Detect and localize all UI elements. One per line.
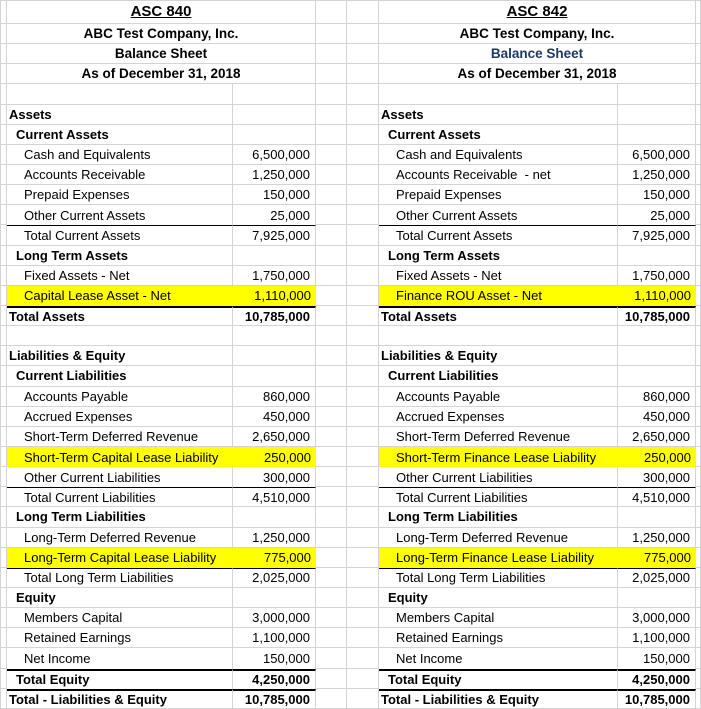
spacer-cell bbox=[347, 165, 379, 185]
right-label-cell[interactable]: Finance ROU Asset - Net bbox=[379, 286, 618, 306]
right-label-cell[interactable]: Short-Term Deferred Revenue bbox=[379, 427, 618, 447]
left-label-cell[interactable]: Other Current Assets bbox=[7, 205, 233, 225]
spacer-cell bbox=[696, 185, 701, 205]
left-value-cell[interactable]: 250,000 bbox=[233, 447, 316, 467]
spacer-cell bbox=[696, 628, 701, 648]
right-label-cell[interactable]: Total Current Assets bbox=[379, 225, 618, 245]
spacer-cell bbox=[347, 145, 379, 165]
spacer-cell bbox=[316, 24, 347, 44]
left-value-cell[interactable]: 775,000 bbox=[233, 548, 316, 568]
left-value-cell[interactable] bbox=[233, 105, 316, 125]
spacer-cell bbox=[316, 628, 347, 648]
spacer-cell bbox=[347, 225, 379, 245]
spacer-cell bbox=[0, 105, 7, 125]
left-value-cell[interactable] bbox=[233, 366, 316, 386]
left-value-cell[interactable]: 860,000 bbox=[233, 387, 316, 407]
spacer-cell bbox=[696, 608, 701, 628]
left-label-cell[interactable]: Other Current Liabilities bbox=[7, 467, 233, 487]
right-value-cell[interactable]: 3,000,000 bbox=[618, 608, 696, 628]
spacer-cell bbox=[696, 266, 701, 286]
left-label-cell[interactable]: Total Current Liabilities bbox=[7, 487, 233, 507]
spacer-cell bbox=[347, 568, 379, 588]
right-label-cell[interactable]: Accounts Payable bbox=[379, 387, 618, 407]
spacer-cell bbox=[316, 0, 347, 24]
spacer-cell bbox=[316, 165, 347, 185]
spacer-cell bbox=[316, 246, 347, 266]
spacer-cell bbox=[316, 427, 347, 447]
spacer-cell bbox=[347, 507, 379, 527]
left-label-cell[interactable]: Net Income bbox=[7, 648, 233, 668]
spacer-cell bbox=[0, 346, 7, 366]
right-label-cell[interactable]: Cash and Equivalents bbox=[379, 145, 618, 165]
right-label-cell[interactable]: Net Income bbox=[379, 648, 618, 668]
spacer-cell bbox=[347, 205, 379, 225]
spacer-cell bbox=[316, 608, 347, 628]
right-label-cell[interactable]: Current Liabilities bbox=[379, 366, 618, 386]
left-sheet-title[interactable]: ASC 840 bbox=[7, 0, 316, 24]
spacer-cell bbox=[316, 467, 347, 487]
left-label-cell[interactable]: Long-Term Deferred Revenue bbox=[7, 528, 233, 548]
left-label-cell[interactable]: Liabilities & Equity bbox=[7, 346, 233, 366]
spacer-cell bbox=[316, 44, 347, 64]
right-value-cell[interactable] bbox=[618, 346, 696, 366]
right-value-cell[interactable]: 25,000 bbox=[618, 205, 696, 225]
left-label-cell[interactable]: Long Term Liabilities bbox=[7, 507, 233, 527]
left-label-cell[interactable]: Assets bbox=[7, 105, 233, 125]
spacer-cell bbox=[316, 225, 347, 245]
left-value-cell[interactable] bbox=[233, 125, 316, 145]
right-value-cell[interactable] bbox=[618, 588, 696, 608]
spacer-cell bbox=[347, 528, 379, 548]
spacer-cell bbox=[0, 669, 7, 689]
spacer-cell bbox=[696, 105, 701, 125]
left-value-cell[interactable]: 7,925,000 bbox=[233, 225, 316, 245]
right-label-cell[interactable]: Total Long Term Liabilities bbox=[379, 568, 618, 588]
right-label-cell[interactable]: Current Assets bbox=[379, 125, 618, 145]
left-label-cell[interactable]: Total Assets bbox=[7, 306, 233, 326]
left-value-cell[interactable]: 150,000 bbox=[233, 185, 316, 205]
spacer-cell bbox=[347, 346, 379, 366]
left-value-cell[interactable]: 2,025,000 bbox=[233, 568, 316, 588]
left-value-cell[interactable] bbox=[233, 346, 316, 366]
left-value-cell[interactable]: 1,250,000 bbox=[233, 528, 316, 548]
right-value-cell[interactable]: 10,785,000 bbox=[618, 689, 696, 709]
spacer-cell bbox=[316, 145, 347, 165]
left-value-cell[interactable]: 1,250,000 bbox=[233, 165, 316, 185]
right-value-cell[interactable] bbox=[618, 366, 696, 386]
spacer-cell bbox=[347, 407, 379, 427]
spacer-cell bbox=[316, 366, 347, 386]
right-label-cell[interactable]: Equity bbox=[379, 588, 618, 608]
left-sheet-date[interactable]: As of December 31, 2018 bbox=[7, 64, 316, 84]
spacer-cell bbox=[696, 145, 701, 165]
spacer-cell bbox=[0, 44, 7, 64]
spacer-cell bbox=[696, 225, 701, 245]
right-value-cell[interactable] bbox=[618, 507, 696, 527]
left-value-cell[interactable] bbox=[233, 246, 316, 266]
right-value-cell[interactable]: 4,510,000 bbox=[618, 487, 696, 507]
spacer-cell bbox=[696, 346, 701, 366]
spacer-cell bbox=[347, 467, 379, 487]
spacer-cell bbox=[316, 266, 347, 286]
right-value-cell[interactable]: 300,000 bbox=[618, 467, 696, 487]
spacer-cell bbox=[316, 105, 347, 125]
spacer-cell bbox=[316, 648, 347, 668]
spacer-cell bbox=[0, 387, 7, 407]
left-label-cell[interactable]: Fixed Assets - Net bbox=[7, 266, 233, 286]
left-value-cell[interactable]: 300,000 bbox=[233, 467, 316, 487]
spacer-cell bbox=[0, 205, 7, 225]
right-label-cell[interactable]: Assets bbox=[379, 105, 618, 125]
spacer-cell bbox=[0, 608, 7, 628]
left-value-cell[interactable]: 4,510,000 bbox=[233, 487, 316, 507]
spacer-cell bbox=[696, 64, 701, 84]
left-label-cell[interactable] bbox=[7, 84, 233, 104]
spacer-cell bbox=[347, 64, 379, 84]
left-label-cell[interactable]: Accounts Payable bbox=[7, 387, 233, 407]
left-value-cell[interactable]: 6,500,000 bbox=[233, 145, 316, 165]
right-label-cell[interactable]: Members Capital bbox=[379, 608, 618, 628]
spacer-cell bbox=[696, 669, 701, 689]
right-label-cell[interactable]: Other Current Liabilities bbox=[379, 467, 618, 487]
spacer-cell bbox=[696, 286, 701, 306]
right-label-cell[interactable]: Liabilities & Equity bbox=[379, 346, 618, 366]
left-label-cell[interactable]: Current Assets bbox=[7, 125, 233, 145]
spacer-cell bbox=[347, 306, 379, 326]
right-sheet-company[interactable]: ABC Test Company, Inc. bbox=[379, 24, 696, 44]
right-label-cell[interactable]: Accounts Receivable - net bbox=[379, 165, 618, 185]
left-label-cell[interactable]: Total - Liabilities & Equity bbox=[7, 689, 233, 709]
spacer-cell bbox=[0, 125, 7, 145]
right-label-cell[interactable]: Long-Term Finance Lease Liability bbox=[379, 548, 618, 568]
spacer-cell bbox=[316, 447, 347, 467]
spacer-cell bbox=[347, 246, 379, 266]
left-value-cell[interactable]: 4,250,000 bbox=[233, 669, 316, 689]
left-label-cell[interactable]: Retained Earnings bbox=[7, 628, 233, 648]
left-value-cell[interactable]: 1,100,000 bbox=[233, 628, 316, 648]
left-label-cell[interactable]: Accounts Receivable bbox=[7, 165, 233, 185]
spacer-cell bbox=[316, 407, 347, 427]
right-label-cell[interactable]: Prepaid Expenses bbox=[379, 185, 618, 205]
right-label-cell[interactable]: Total - Liabilities & Equity bbox=[379, 689, 618, 709]
spacer-cell bbox=[316, 507, 347, 527]
right-sheet-statement[interactable]: Balance Sheet bbox=[379, 44, 696, 64]
left-value-cell[interactable]: 1,110,000 bbox=[233, 286, 316, 306]
left-value-cell[interactable] bbox=[233, 588, 316, 608]
spacer-cell bbox=[316, 528, 347, 548]
spacer-cell bbox=[0, 266, 7, 286]
spacer-cell bbox=[347, 487, 379, 507]
right-value-cell[interactable]: 10,785,000 bbox=[618, 306, 696, 326]
spacer-cell bbox=[347, 266, 379, 286]
spacer-cell bbox=[347, 286, 379, 306]
left-label-cell[interactable]: Total Long Term Liabilities bbox=[7, 568, 233, 588]
spacer-cell bbox=[347, 105, 379, 125]
spacer-cell bbox=[316, 568, 347, 588]
spacer-cell bbox=[347, 648, 379, 668]
spacer-cell bbox=[347, 588, 379, 608]
spacer-cell bbox=[696, 326, 701, 346]
right-label-cell[interactable]: Long Term Liabilities bbox=[379, 507, 618, 527]
spacer-cell bbox=[696, 568, 701, 588]
right-sheet-title[interactable]: ASC 842 bbox=[379, 0, 696, 24]
spacer-cell bbox=[696, 507, 701, 527]
spacer-cell bbox=[0, 246, 7, 266]
left-label-cell[interactable]: Short-Term Capital Lease Liability bbox=[7, 447, 233, 467]
left-sheet-statement[interactable]: Balance Sheet bbox=[7, 44, 316, 64]
spacer-cell bbox=[316, 205, 347, 225]
spacer-cell bbox=[0, 568, 7, 588]
left-label-cell[interactable]: Current Liabilities bbox=[7, 366, 233, 386]
spacer-cell bbox=[696, 487, 701, 507]
right-value-cell[interactable]: 2,025,000 bbox=[618, 568, 696, 588]
left-label-cell[interactable]: Equity bbox=[7, 588, 233, 608]
spacer-cell bbox=[316, 84, 347, 104]
right-label-cell[interactable] bbox=[379, 84, 618, 104]
spacer-cell bbox=[696, 588, 701, 608]
spacer-cell bbox=[0, 225, 7, 245]
spacer-cell bbox=[316, 669, 347, 689]
spacer-cell bbox=[347, 628, 379, 648]
right-label-cell[interactable]: Long-Term Deferred Revenue bbox=[379, 528, 618, 548]
spacer-cell bbox=[696, 528, 701, 548]
left-value-cell[interactable] bbox=[233, 84, 316, 104]
spacer-cell bbox=[316, 689, 347, 709]
spacer-cell bbox=[316, 346, 347, 366]
spacer-cell bbox=[696, 306, 701, 326]
spacer-cell bbox=[696, 246, 701, 266]
right-value-cell[interactable]: 1,110,000 bbox=[618, 286, 696, 306]
spacer-cell bbox=[0, 286, 7, 306]
right-value-cell[interactable]: 4,250,000 bbox=[618, 669, 696, 689]
spacer-cell bbox=[696, 366, 701, 386]
right-label-cell[interactable]: Fixed Assets - Net bbox=[379, 266, 618, 286]
spacer-cell bbox=[0, 185, 7, 205]
spacer-cell bbox=[696, 648, 701, 668]
spacer-cell bbox=[696, 387, 701, 407]
left-value-cell[interactable]: 10,785,000 bbox=[233, 689, 316, 709]
right-sheet-date[interactable]: As of December 31, 2018 bbox=[379, 64, 696, 84]
spacer-cell bbox=[0, 548, 7, 568]
spacer-cell bbox=[696, 689, 701, 709]
right-value-cell[interactable]: 1,250,000 bbox=[618, 165, 696, 185]
right-value-cell[interactable]: 150,000 bbox=[618, 185, 696, 205]
right-value-cell[interactable] bbox=[618, 246, 696, 266]
right-value-cell[interactable]: 450,000 bbox=[618, 407, 696, 427]
right-value-cell[interactable]: 250,000 bbox=[618, 447, 696, 467]
right-label-cell[interactable]: Short-Term Finance Lease Liability bbox=[379, 447, 618, 467]
right-value-cell[interactable]: 1,250,000 bbox=[618, 528, 696, 548]
spacer-cell bbox=[696, 427, 701, 447]
right-value-cell[interactable]: 1,100,000 bbox=[618, 628, 696, 648]
spacer-cell bbox=[696, 84, 701, 104]
spacer-cell bbox=[696, 0, 701, 24]
spacer-cell bbox=[0, 145, 7, 165]
spacer-cell bbox=[0, 427, 7, 447]
spacer-cell bbox=[347, 326, 379, 346]
spacer-cell bbox=[347, 24, 379, 44]
spacer-cell bbox=[696, 24, 701, 44]
spacer-cell bbox=[0, 24, 7, 44]
left-label-cell[interactable]: Capital Lease Asset - Net bbox=[7, 286, 233, 306]
left-label-cell[interactable] bbox=[7, 326, 233, 346]
spacer-cell bbox=[0, 84, 7, 104]
spacer-cell bbox=[696, 44, 701, 64]
left-value-cell[interactable]: 2,650,000 bbox=[233, 427, 316, 447]
left-label-cell[interactable]: Total Current Assets bbox=[7, 225, 233, 245]
spacer-cell bbox=[0, 306, 7, 326]
right-value-cell[interactable] bbox=[618, 326, 696, 346]
spacer-cell bbox=[0, 467, 7, 487]
left-value-cell[interactable] bbox=[233, 326, 316, 346]
left-value-cell[interactable]: 3,000,000 bbox=[233, 608, 316, 628]
spacer-cell bbox=[0, 326, 7, 346]
spacer-cell bbox=[696, 205, 701, 225]
spacer-cell bbox=[0, 165, 7, 185]
spacer-cell bbox=[0, 64, 7, 84]
right-value-cell[interactable]: 150,000 bbox=[618, 648, 696, 668]
right-label-cell[interactable]: Total Equity bbox=[379, 669, 618, 689]
left-label-cell[interactable]: Cash and Equivalents bbox=[7, 145, 233, 165]
left-label-cell[interactable]: Accrued Expenses bbox=[7, 407, 233, 427]
spacer-cell bbox=[347, 669, 379, 689]
spacer-cell bbox=[347, 548, 379, 568]
spacer-cell bbox=[696, 407, 701, 427]
left-label-cell[interactable]: Long-Term Capital Lease Liability bbox=[7, 548, 233, 568]
left-label-cell[interactable]: Total Equity bbox=[7, 669, 233, 689]
left-value-cell[interactable]: 150,000 bbox=[233, 648, 316, 668]
spacer-cell bbox=[347, 84, 379, 104]
spacer-cell bbox=[0, 507, 7, 527]
spacer-cell bbox=[316, 487, 347, 507]
right-label-cell[interactable]: Long Term Assets bbox=[379, 246, 618, 266]
spacer-cell bbox=[347, 689, 379, 709]
right-label-cell[interactable]: Total Assets bbox=[379, 306, 618, 326]
right-value-cell[interactable]: 2,650,000 bbox=[618, 427, 696, 447]
left-value-cell[interactable]: 1,750,000 bbox=[233, 266, 316, 286]
spacer-cell bbox=[316, 125, 347, 145]
right-label-cell[interactable] bbox=[379, 326, 618, 346]
spacer-cell bbox=[696, 125, 701, 145]
spacer-cell bbox=[347, 608, 379, 628]
spacer-cell bbox=[696, 548, 701, 568]
spacer-cell bbox=[347, 427, 379, 447]
spacer-cell bbox=[0, 407, 7, 427]
right-value-cell[interactable] bbox=[618, 105, 696, 125]
spacer-cell bbox=[696, 165, 701, 185]
spacer-cell bbox=[316, 64, 347, 84]
spacer-cell bbox=[316, 387, 347, 407]
spacer-cell bbox=[0, 648, 7, 668]
right-label-cell[interactable]: Retained Earnings bbox=[379, 628, 618, 648]
spacer-cell bbox=[0, 628, 7, 648]
right-value-cell[interactable]: 7,925,000 bbox=[618, 225, 696, 245]
spacer-cell bbox=[0, 689, 7, 709]
right-value-cell[interactable]: 1,750,000 bbox=[618, 266, 696, 286]
right-value-cell[interactable] bbox=[618, 125, 696, 145]
spacer-cell bbox=[0, 0, 7, 24]
right-value-cell[interactable]: 860,000 bbox=[618, 387, 696, 407]
spacer-cell bbox=[347, 125, 379, 145]
left-value-cell[interactable]: 25,000 bbox=[233, 205, 316, 225]
spacer-cell bbox=[316, 548, 347, 568]
spacer-cell bbox=[347, 447, 379, 467]
spacer-cell bbox=[0, 366, 7, 386]
spacer-cell bbox=[347, 185, 379, 205]
right-value-cell[interactable]: 6,500,000 bbox=[618, 145, 696, 165]
spacer-cell bbox=[0, 588, 7, 608]
left-label-cell[interactable]: Long Term Assets bbox=[7, 246, 233, 266]
spacer-cell bbox=[316, 588, 347, 608]
right-label-cell[interactable]: Other Current Assets bbox=[379, 205, 618, 225]
spacer-cell bbox=[347, 44, 379, 64]
left-sheet-company[interactable]: ABC Test Company, Inc. bbox=[7, 24, 316, 44]
spacer-cell bbox=[696, 447, 701, 467]
left-label-cell[interactable]: Members Capital bbox=[7, 608, 233, 628]
right-value-cell[interactable] bbox=[618, 84, 696, 104]
spacer-cell bbox=[316, 286, 347, 306]
left-label-cell[interactable]: Prepaid Expenses bbox=[7, 185, 233, 205]
spacer-cell bbox=[0, 528, 7, 548]
left-label-cell[interactable]: Short-Term Deferred Revenue bbox=[7, 427, 233, 447]
spacer-cell bbox=[696, 467, 701, 487]
spacer-cell bbox=[316, 185, 347, 205]
spacer-cell bbox=[347, 0, 379, 24]
left-value-cell[interactable]: 450,000 bbox=[233, 407, 316, 427]
spacer-cell bbox=[347, 387, 379, 407]
right-value-cell[interactable]: 775,000 bbox=[618, 548, 696, 568]
spacer-cell bbox=[347, 366, 379, 386]
spacer-cell bbox=[316, 326, 347, 346]
right-label-cell[interactable]: Accrued Expenses bbox=[379, 407, 618, 427]
spacer-cell bbox=[0, 447, 7, 467]
spacer-cell bbox=[316, 306, 347, 326]
left-value-cell[interactable] bbox=[233, 507, 316, 527]
spacer-cell bbox=[0, 487, 7, 507]
right-label-cell[interactable]: Total Current Liabilities bbox=[379, 487, 618, 507]
left-value-cell[interactable]: 10,785,000 bbox=[233, 306, 316, 326]
